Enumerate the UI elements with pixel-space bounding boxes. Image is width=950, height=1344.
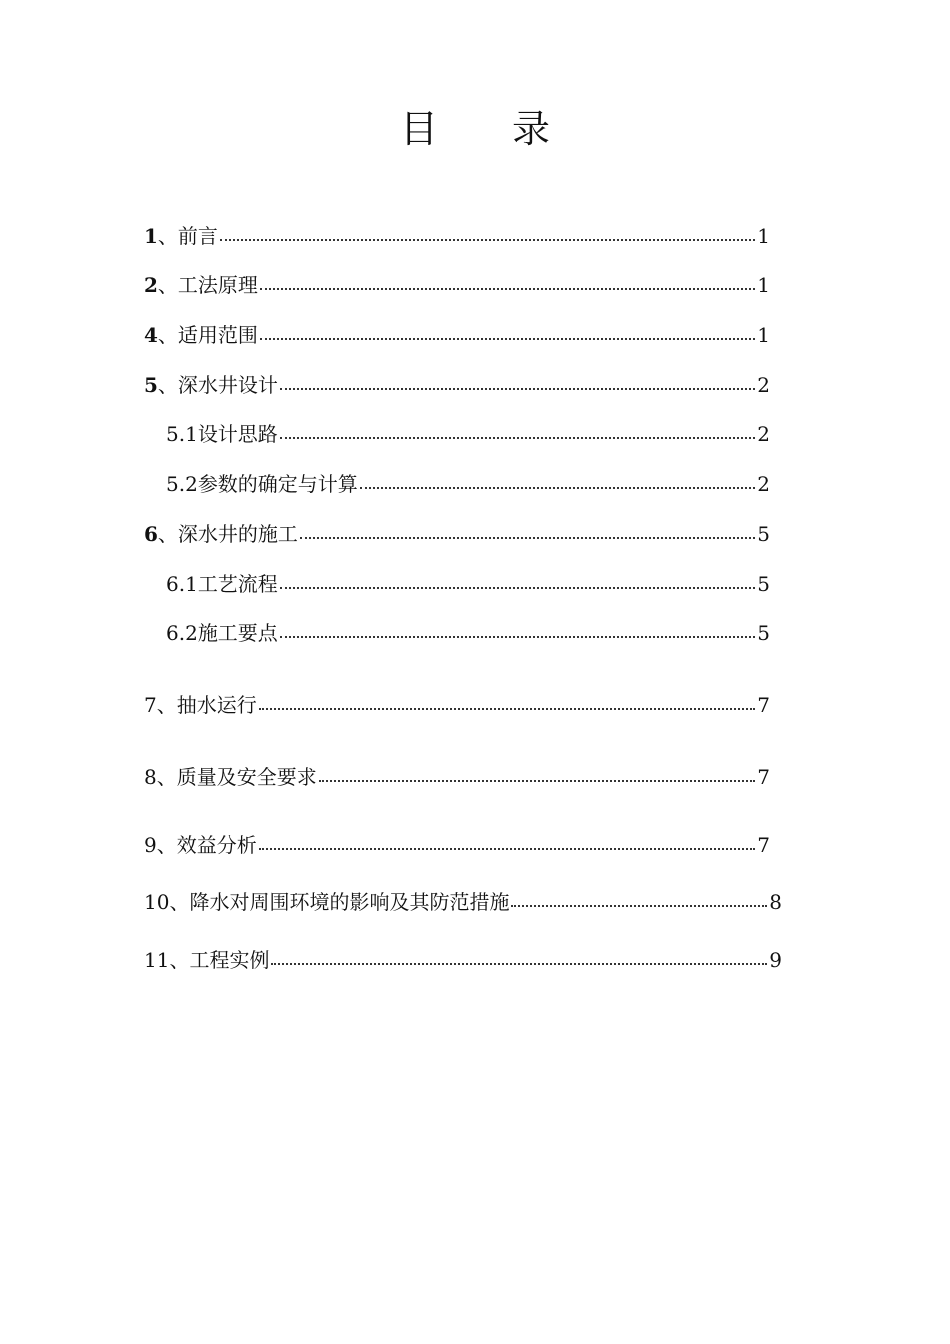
toc-separator: 、 bbox=[156, 833, 177, 857]
toc-entry[interactable] bbox=[144, 693, 770, 717]
toc-page-number: 2 bbox=[757, 472, 770, 496]
toc-label: 工法原理 bbox=[177, 273, 258, 297]
toc-page-number: 7 bbox=[757, 833, 770, 857]
toc-leader-dots bbox=[220, 239, 755, 241]
toc-entry[interactable] bbox=[144, 224, 770, 248]
toc-leader-dots bbox=[259, 708, 756, 710]
toc-number: 7 bbox=[144, 693, 157, 717]
toc-leader-dots bbox=[280, 437, 755, 439]
toc-leader-dots bbox=[300, 537, 755, 539]
toc-subentry[interactable] bbox=[166, 472, 770, 496]
toc-separator: 、 bbox=[157, 522, 178, 546]
toc-number: 5 bbox=[144, 373, 158, 397]
title-char-2: 录 bbox=[512, 107, 551, 151]
toc-leader-dots bbox=[360, 487, 755, 489]
toc-page-number: 7 bbox=[757, 693, 770, 717]
toc-label: 深水井设计 bbox=[177, 373, 278, 397]
toc-subentry[interactable] bbox=[166, 422, 770, 446]
toc-separator: 、 bbox=[157, 323, 178, 347]
toc-separator: 、 bbox=[169, 890, 190, 914]
toc-number: 5.1 bbox=[166, 422, 198, 446]
toc-number: 8 bbox=[144, 765, 157, 789]
toc-leader-dots bbox=[280, 587, 755, 589]
toc-label: 深水井的施工 bbox=[177, 522, 298, 546]
toc-label: 工艺流程 bbox=[197, 572, 278, 596]
toc-separator: 、 bbox=[157, 273, 178, 297]
toc-entry[interactable] bbox=[144, 833, 770, 857]
toc-separator: 、 bbox=[156, 693, 177, 717]
toc-entry[interactable] bbox=[144, 323, 770, 347]
toc-page-number: 5 bbox=[757, 522, 770, 546]
toc-page-number: 2 bbox=[757, 373, 770, 397]
toc-entry[interactable] bbox=[144, 273, 770, 297]
toc-page-number: 1 bbox=[757, 323, 770, 347]
toc-label: 工程实例 bbox=[189, 948, 270, 972]
toc-entry[interactable] bbox=[144, 890, 782, 914]
toc-leader-dots bbox=[260, 288, 755, 290]
toc-leader-dots bbox=[280, 388, 755, 390]
toc-separator: 、 bbox=[169, 948, 190, 972]
toc-subentry[interactable] bbox=[166, 572, 770, 596]
toc-number: 6.1 bbox=[166, 572, 198, 596]
toc-label: 参数的确定与计算 bbox=[197, 472, 358, 496]
toc-leader-dots bbox=[271, 963, 767, 965]
toc-subentry[interactable] bbox=[166, 621, 770, 645]
toc-separator: 、 bbox=[157, 373, 178, 397]
toc-label: 效益分析 bbox=[176, 833, 257, 857]
toc-page-number: 1 bbox=[757, 224, 770, 248]
toc-leader-dots bbox=[511, 905, 767, 907]
toc-number: 6.2 bbox=[166, 621, 198, 645]
toc-page-number: 8 bbox=[769, 890, 782, 914]
toc-entry[interactable] bbox=[144, 373, 770, 397]
toc-page-number: 1 bbox=[757, 273, 770, 297]
page-title bbox=[0, 98, 950, 153]
toc-page-number: 7 bbox=[757, 765, 770, 789]
toc-leader-dots bbox=[260, 338, 755, 340]
toc-number: 4 bbox=[144, 323, 158, 347]
toc-leader-dots bbox=[280, 636, 755, 638]
toc-entry[interactable] bbox=[144, 522, 770, 546]
toc-label: 设计思路 bbox=[197, 422, 278, 446]
toc-label: 前言 bbox=[177, 224, 218, 248]
toc-leader-dots bbox=[319, 780, 756, 782]
toc-entry[interactable] bbox=[144, 765, 770, 789]
toc-page-number: 5 bbox=[757, 572, 770, 596]
toc-page-number: 2 bbox=[757, 422, 770, 446]
toc-label: 适用范围 bbox=[177, 323, 258, 347]
toc-leader-dots bbox=[259, 848, 756, 850]
toc-number: 5.2 bbox=[166, 472, 198, 496]
toc-label: 抽水运行 bbox=[176, 693, 257, 717]
toc-number: 1 bbox=[144, 224, 158, 248]
toc-label: 施工要点 bbox=[197, 621, 278, 645]
toc-page-number: 5 bbox=[757, 621, 770, 645]
toc-separator: 、 bbox=[157, 224, 178, 248]
toc-page-number: 9 bbox=[769, 948, 782, 972]
title-char-1: 目 bbox=[399, 107, 438, 151]
toc-number: 10 bbox=[144, 890, 170, 914]
toc-number: 6 bbox=[144, 522, 158, 546]
toc-number: 11 bbox=[144, 948, 170, 972]
toc-number: 2 bbox=[144, 273, 158, 297]
toc-label: 降水对周围环境的影响及其防范措施 bbox=[189, 890, 510, 914]
toc-label: 质量及安全要求 bbox=[176, 765, 317, 789]
toc-separator: 、 bbox=[156, 765, 177, 789]
toc-number: 9 bbox=[144, 833, 157, 857]
toc-entry[interactable] bbox=[144, 948, 782, 972]
